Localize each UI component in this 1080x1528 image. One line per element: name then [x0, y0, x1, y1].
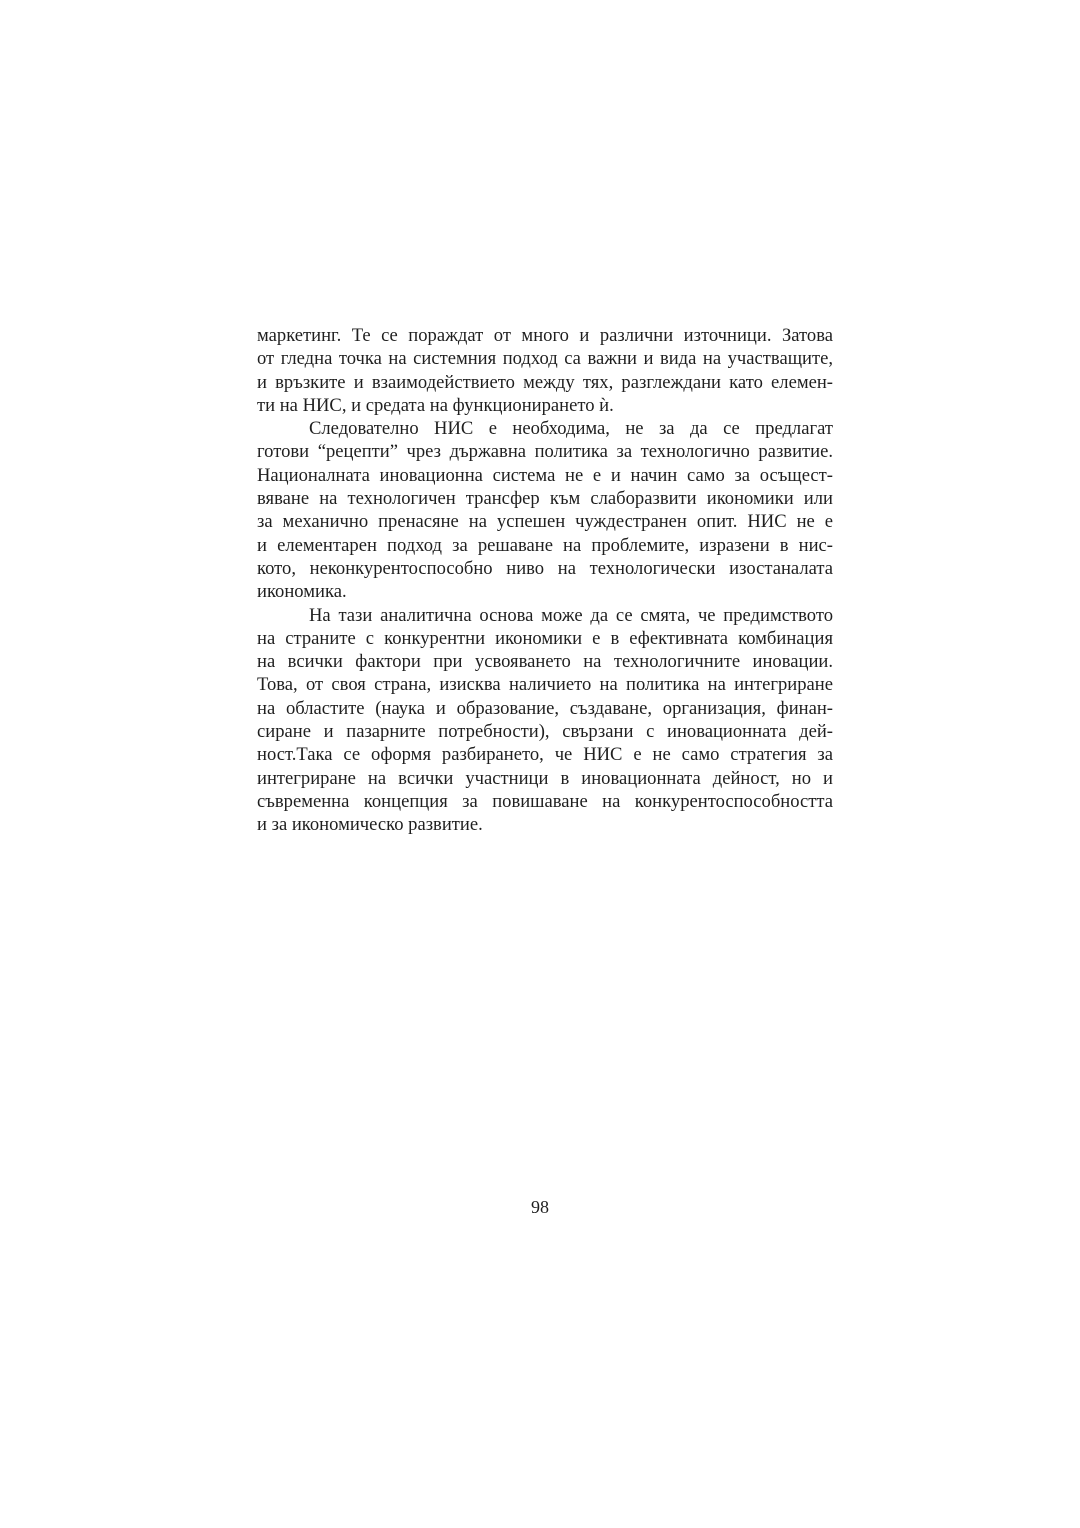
text-line: интегриране на всички участници в иновационната дейност, но и: [257, 767, 833, 789]
text-line: ност.Така се оформя разбирането, че НИС е не само стратегия за: [257, 744, 833, 766]
text-line: ти на НИС, и средата на функционирането ѝ.: [257, 394, 614, 416]
text-line: за механично пренасяне на успешен чуждестранен опит. НИС не е: [257, 511, 833, 533]
text-line: кото, неконкурентоспособно ниво на технологически изостаналата: [257, 557, 833, 579]
body-text: [257, 324, 833, 837]
text-line: на страните с конкурентни икономики е в ефективната комбинация: [257, 627, 833, 649]
text-line: сиране и пазарните потребности), свързани с иновационната дей-: [257, 721, 833, 743]
text-line: маркетинг. Те се пораждат от много и различни източници. Затова: [257, 325, 833, 346]
paragraph-1: [257, 324, 833, 417]
text-line: Това, от своя страна, изисква наличието на политика на интегриране: [257, 674, 833, 696]
text-line: Националната иновационна система не е и начин само за осъщест-: [257, 464, 833, 486]
paragraph-2: [257, 417, 833, 603]
text-line: Следователно НИС е необходима, не за да се предлагат: [309, 418, 833, 440]
page-number: 98: [531, 1197, 549, 1217]
text-line: и връзките и взаимодействието между тях, разглеждани като елемен-: [257, 371, 833, 393]
text-line: вяване на технологичен трансфер към слаборазвити икономики или: [257, 488, 833, 510]
text-line: и за икономическо развитие.: [257, 814, 483, 836]
text-line: на областите (наука и образование, създаване, организация, финан-: [257, 697, 833, 719]
text-line: на всички фактори при усвояването на технологичните иновации.: [257, 651, 833, 673]
text-line: съвременна концепция за повишаване на конкурентоспособността: [257, 790, 833, 812]
text-line: от гледна точка на системния подход са важни и вида на участващите,: [257, 348, 833, 370]
paragraph-3: [257, 604, 833, 837]
text-line: икономика.: [257, 581, 347, 603]
text-line: и елементарен подход за решаване на проблемите, изразени в нис-: [257, 534, 833, 556]
text-line: На тази аналитична основа може да се смята, че предимството: [309, 604, 833, 626]
text-line: готови “рецепти” чрез държавна политика за технологично развитие.: [257, 441, 833, 463]
